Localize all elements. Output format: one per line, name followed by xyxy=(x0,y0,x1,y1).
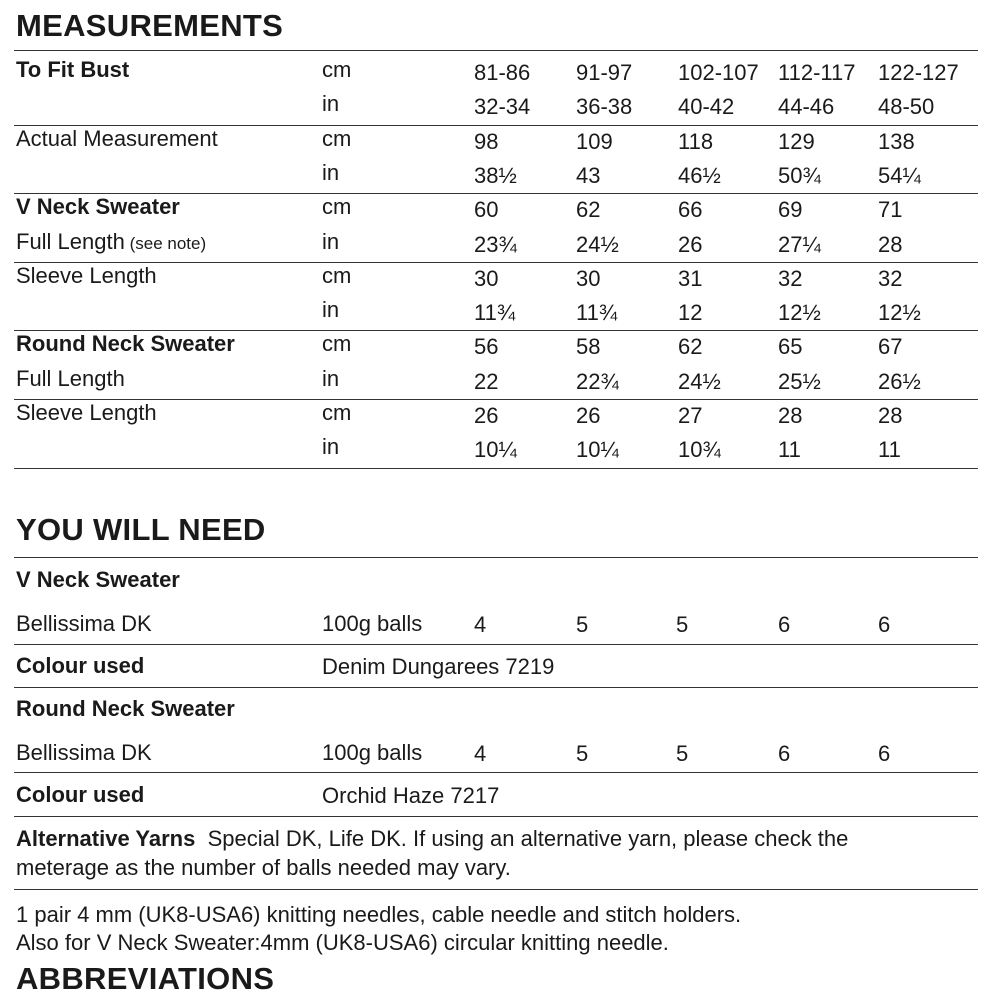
measurement-value: 28 xyxy=(778,403,803,428)
measurement-value: 38½ xyxy=(474,162,517,188)
measurement-value: 27 xyxy=(678,403,703,428)
divider xyxy=(14,687,978,688)
divider xyxy=(14,399,978,400)
v-neck-yarn: Bellissima DK xyxy=(16,611,152,636)
measurement-value: 28 xyxy=(878,231,903,257)
measurement-value: 118 xyxy=(678,128,714,154)
measurement-value: 62 xyxy=(576,197,601,223)
measurement-label: To Fit Bust xyxy=(16,57,130,82)
measurement-value: 50¾ xyxy=(778,162,821,188)
measurement-value: 26 xyxy=(576,403,601,428)
measurement-unit: cm xyxy=(322,125,352,151)
measurement-unit: in xyxy=(322,365,340,391)
measurement-value: 30 xyxy=(474,265,499,291)
measurement-label: Sleeve Length xyxy=(16,262,157,288)
measurement-value: 11¾ xyxy=(474,300,516,326)
measurement-value: 58 xyxy=(576,334,601,360)
alternative-yarns-line1 xyxy=(16,826,848,852)
measurement-unit: cm xyxy=(322,331,352,357)
alternative-yarns-line2: meterage as the number of balls needed may vary. xyxy=(16,855,511,880)
measurement-value: 48-50 xyxy=(878,94,935,120)
measurement-value: 11 xyxy=(878,437,901,463)
measurement-value: 46½ xyxy=(678,162,721,188)
measurement-value: 65 xyxy=(778,334,803,360)
measurement-value: 62 xyxy=(678,334,703,360)
round-neck-colour-label: Colour used xyxy=(16,782,145,807)
ball-count: 5 xyxy=(576,612,589,637)
measurement-value: 10¼ xyxy=(576,437,619,463)
round-neck-unit: 100g balls xyxy=(322,740,423,765)
ball-count: 5 xyxy=(676,612,689,637)
measurement-unit: in xyxy=(322,228,340,254)
you-will-need-title: YOU WILL NEED xyxy=(16,512,266,547)
measurement-value: 10¼ xyxy=(474,437,517,463)
measurement-value: 28 xyxy=(878,403,903,428)
measurement-value: 36-38 xyxy=(576,94,633,120)
measurement-value: 12½ xyxy=(878,300,921,326)
needles-line2: Also for V Neck Sweater:4mm (UK8-USA6) circular knitting needle. xyxy=(16,930,669,955)
divider xyxy=(14,816,978,817)
divider xyxy=(14,772,978,773)
measurement-value: 60 xyxy=(474,197,499,223)
measurement-value: 24½ xyxy=(576,231,619,257)
round-neck-heading: Round Neck Sweater xyxy=(16,696,235,721)
measurement-value: 24½ xyxy=(678,368,721,394)
round-neck-yarn: Bellissima DK xyxy=(16,740,152,765)
measurement-label: Sleeve Length xyxy=(16,400,157,425)
v-neck-heading: V Neck Sweater xyxy=(16,567,180,592)
measurement-value: 12½ xyxy=(778,300,821,326)
measurement-label: Full Length xyxy=(16,365,125,391)
measurement-unit: in xyxy=(322,159,340,185)
measurement-value: 12 xyxy=(678,300,703,326)
divider xyxy=(14,468,978,469)
measurements-title: MEASUREMENTS xyxy=(16,8,284,43)
measurement-label: Round Neck Sweater xyxy=(16,331,235,357)
divider xyxy=(14,557,978,558)
ball-count: 4 xyxy=(474,612,487,637)
divider xyxy=(14,50,978,51)
measurement-label: V Neck Sweater xyxy=(16,194,180,220)
measurement-value: 10¾ xyxy=(678,437,721,463)
measurement-value: 109 xyxy=(576,128,613,154)
ball-count: 4 xyxy=(474,741,487,766)
measurement-value: 129 xyxy=(778,128,815,154)
measurement-value: 22 xyxy=(474,368,499,394)
measurement-value: 69 xyxy=(778,197,803,223)
measurement-unit: cm xyxy=(322,262,352,288)
measurement-value: 25½ xyxy=(778,368,821,394)
measurement-value: 67 xyxy=(878,334,903,360)
measurement-value: 71 xyxy=(878,197,903,223)
measurement-unit: cm xyxy=(322,57,352,82)
ball-count: 6 xyxy=(878,741,891,766)
measurement-value: 66 xyxy=(678,197,703,223)
measurement-unit: in xyxy=(322,297,340,323)
measurement-value: 91-97 xyxy=(576,60,633,85)
v-neck-colour: Denim Dungarees 7219 xyxy=(322,654,555,679)
abbreviations-heading: ABBREVIATIONS xyxy=(16,961,275,996)
measurement-value: 54¼ xyxy=(878,162,921,188)
measurement-unit: in xyxy=(322,434,340,460)
measurement-value: 102-107 xyxy=(678,60,759,85)
ball-count: 6 xyxy=(778,741,791,766)
measurement-label: Full Length (see note) xyxy=(16,228,207,254)
divider xyxy=(14,644,978,645)
measurement-value: 40-42 xyxy=(678,94,735,120)
alternative-yarns-text: Special DK, Life DK. If using an alternative yarn, please check the xyxy=(207,826,849,851)
measurement-value: 112-117 xyxy=(778,60,856,85)
measurement-value: 22¾ xyxy=(576,368,619,394)
ball-count: 5 xyxy=(576,741,589,766)
measurement-value: 11¾ xyxy=(576,300,618,326)
measurement-note: (see note) xyxy=(124,233,207,253)
measurement-value: 122-127 xyxy=(878,60,959,85)
measurement-value: 23¾ xyxy=(474,231,517,257)
ball-count: 6 xyxy=(878,612,891,637)
measurement-value: 138 xyxy=(878,128,915,154)
measurement-value: 32-34 xyxy=(474,94,531,120)
ball-count: 5 xyxy=(676,741,689,766)
measurement-value: 11 xyxy=(778,437,801,463)
measurement-value: 32 xyxy=(778,265,803,291)
measurement-value: 81-86 xyxy=(474,60,531,85)
measurement-value: 32 xyxy=(878,265,903,291)
measurement-value: 30 xyxy=(576,265,601,291)
measurement-value: 27¼ xyxy=(778,231,821,257)
measurement-unit: cm xyxy=(322,194,352,220)
measurement-unit: cm xyxy=(322,400,352,425)
alternative-yarns-label: Alternative Yarns xyxy=(16,826,196,851)
measurement-value: 43 xyxy=(576,162,601,188)
v-neck-unit: 100g balls xyxy=(322,611,423,636)
measurement-value: 26½ xyxy=(878,368,921,394)
v-neck-colour-label: Colour used xyxy=(16,653,145,678)
measurement-value: 98 xyxy=(474,128,499,154)
measurement-value: 31 xyxy=(678,265,703,291)
ball-count: 6 xyxy=(778,612,791,637)
divider xyxy=(14,262,978,263)
measurement-unit: in xyxy=(322,91,340,117)
measurement-value: 26 xyxy=(474,403,499,428)
measurement-value: 26 xyxy=(678,231,703,257)
round-neck-colour: Orchid Haze 7217 xyxy=(322,783,500,808)
measurement-label: Actual Measurement xyxy=(16,125,218,151)
measurement-value: 56 xyxy=(474,334,499,360)
divider xyxy=(14,889,978,890)
needles-line1: 1 pair 4 mm (UK8-USA6) knitting needles, cable needle and stitch holders. xyxy=(16,902,742,927)
measurement-value: 44-46 xyxy=(778,94,835,120)
